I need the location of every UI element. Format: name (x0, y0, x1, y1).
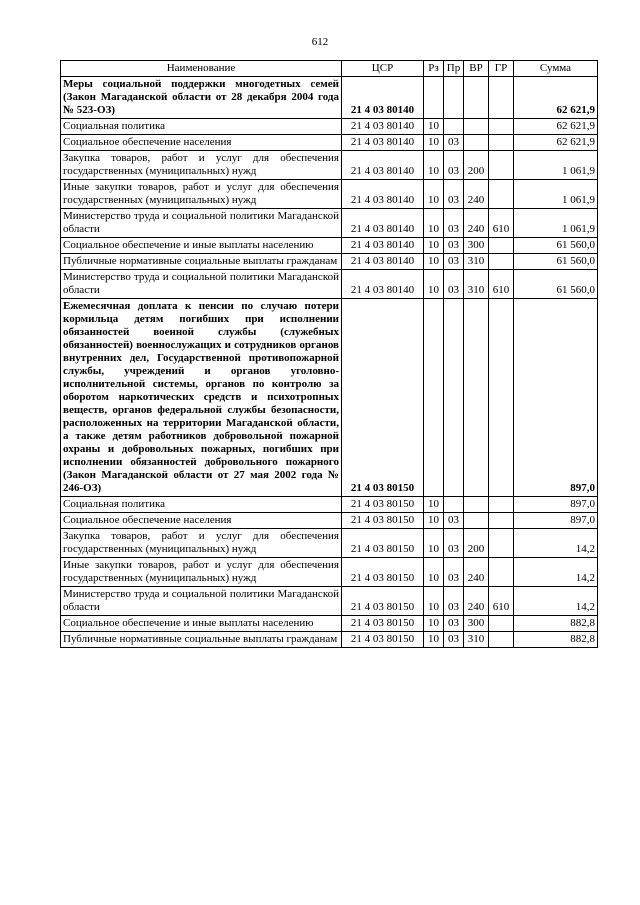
cell-vr: 300 (464, 238, 489, 254)
cell-vr: 200 (464, 529, 489, 558)
cell-csr: 21 4 03 80140 (342, 209, 424, 238)
cell-vr (464, 497, 489, 513)
table-row (61, 270, 598, 299)
table-row (61, 254, 598, 270)
cell-name: Социальное обеспечение и иные выплаты населению (61, 238, 342, 254)
cell-rz: 10 (424, 558, 444, 587)
cell-gr (489, 632, 514, 648)
cell-rz: 10 (424, 270, 444, 299)
table-row (61, 209, 598, 238)
cell-rz: 10 (424, 616, 444, 632)
cell-sum: 14,2 (514, 529, 598, 558)
cell-vr: 240 (464, 587, 489, 616)
cell-gr (489, 238, 514, 254)
cell-rz: 10 (424, 632, 444, 648)
cell-gr: 610 (489, 270, 514, 299)
cell-name: Закупка товаров, работ и услуг для обеспечения государственных (муниципальных) нужд (61, 529, 342, 558)
cell-sum: 61 560,0 (514, 238, 598, 254)
table-row (61, 151, 598, 180)
table-header-row (61, 61, 598, 77)
cell-vr: 310 (464, 632, 489, 648)
cell-sum: 62 621,9 (514, 119, 598, 135)
header-csr: ЦСР (342, 61, 424, 77)
cell-csr: 21 4 03 80140 (342, 270, 424, 299)
cell-sum: 61 560,0 (514, 254, 598, 270)
cell-vr: 240 (464, 209, 489, 238)
cell-pr: 03 (444, 558, 464, 587)
cell-sum: 1 061,9 (514, 180, 598, 209)
cell-name: Публичные нормативные социальные выплаты гражданам (61, 254, 342, 270)
cell-name: Публичные нормативные социальные выплаты гражданам (61, 632, 342, 648)
cell-rz: 10 (424, 135, 444, 151)
cell-pr: 03 (444, 209, 464, 238)
cell-vr: 240 (464, 558, 489, 587)
cell-sum: 14,2 (514, 558, 598, 587)
header-vr: ВР (464, 61, 489, 77)
table-row (61, 616, 598, 632)
header-rz: Рз (424, 61, 444, 77)
cell-csr: 21 4 03 80140 (342, 238, 424, 254)
cell-csr: 21 4 03 80150 (342, 513, 424, 529)
cell-rz: 10 (424, 529, 444, 558)
cell-csr: 21 4 03 80140 (342, 180, 424, 209)
cell-sum: 62 621,9 (514, 77, 598, 119)
cell-name: Иные закупки товаров, работ и услуг для обеспечения государственных (муниципальных) нужд (61, 180, 342, 209)
cell-pr: 03 (444, 632, 464, 648)
cell-pr: 03 (444, 254, 464, 270)
cell-name: Иные закупки товаров, работ и услуг для обеспечения государственных (муниципальных) нужд (61, 558, 342, 587)
cell-sum: 897,0 (514, 497, 598, 513)
cell-gr: 610 (489, 587, 514, 616)
cell-name: Социальная политика (61, 119, 342, 135)
cell-gr (489, 616, 514, 632)
header-gr: ГР (489, 61, 514, 77)
cell-csr: 21 4 03 80150 (342, 632, 424, 648)
cell-csr: 21 4 03 80150 (342, 299, 424, 497)
table-row (61, 497, 598, 513)
cell-pr: 03 (444, 587, 464, 616)
cell-csr: 21 4 03 80150 (342, 558, 424, 587)
cell-vr: 310 (464, 254, 489, 270)
cell-vr (464, 77, 489, 119)
cell-pr: 03 (444, 270, 464, 299)
cell-sum: 1 061,9 (514, 151, 598, 180)
cell-rz: 10 (424, 151, 444, 180)
cell-name: Министерство труда и социальной политики Магаданской области (61, 270, 342, 299)
header-sum: Сумма (514, 61, 598, 77)
cell-pr: 03 (444, 513, 464, 529)
cell-name: Министерство труда и социальной политики Магаданской области (61, 209, 342, 238)
table-row (61, 238, 598, 254)
cell-csr: 21 4 03 80140 (342, 254, 424, 270)
cell-pr: 03 (444, 151, 464, 180)
cell-sum: 897,0 (514, 513, 598, 529)
cell-vr: 240 (464, 180, 489, 209)
cell-gr (489, 254, 514, 270)
header-pr: Пр (444, 61, 464, 77)
cell-pr: 03 (444, 529, 464, 558)
cell-csr: 21 4 03 80150 (342, 497, 424, 513)
table-row (61, 513, 598, 529)
cell-name: Социальная политика (61, 497, 342, 513)
cell-gr (489, 119, 514, 135)
cell-gr (489, 558, 514, 587)
table-row (61, 529, 598, 558)
cell-pr: 03 (444, 238, 464, 254)
cell-vr: 310 (464, 270, 489, 299)
cell-vr (464, 513, 489, 529)
header-name: Наименование (61, 61, 342, 77)
cell-rz: 10 (424, 497, 444, 513)
cell-pr (444, 299, 464, 497)
cell-rz: 10 (424, 254, 444, 270)
cell-vr (464, 119, 489, 135)
cell-sum: 882,8 (514, 632, 598, 648)
cell-rz: 10 (424, 119, 444, 135)
cell-name: Закупка товаров, работ и услуг для обеспечения государственных (муниципальных) нужд (61, 151, 342, 180)
cell-rz (424, 299, 444, 497)
cell-rz: 10 (424, 238, 444, 254)
table-body (61, 77, 598, 648)
cell-gr (489, 497, 514, 513)
cell-pr (444, 77, 464, 119)
cell-vr: 300 (464, 616, 489, 632)
cell-rz: 10 (424, 180, 444, 209)
cell-pr (444, 119, 464, 135)
cell-sum: 61 560,0 (514, 270, 598, 299)
cell-gr (489, 151, 514, 180)
cell-name: Министерство труда и социальной политики Магаданской области (61, 587, 342, 616)
cell-rz (424, 77, 444, 119)
cell-gr (489, 529, 514, 558)
cell-csr: 21 4 03 80140 (342, 135, 424, 151)
cell-vr: 200 (464, 151, 489, 180)
table-row (61, 180, 598, 209)
cell-pr (444, 497, 464, 513)
cell-gr (489, 135, 514, 151)
cell-rz: 10 (424, 513, 444, 529)
cell-csr: 21 4 03 80140 (342, 77, 424, 119)
cell-csr: 21 4 03 80150 (342, 616, 424, 632)
cell-csr: 21 4 03 80140 (342, 151, 424, 180)
page-number: 612 (311, 36, 329, 48)
cell-sum: 1 061,9 (514, 209, 598, 238)
cell-vr (464, 135, 489, 151)
cell-rz: 10 (424, 209, 444, 238)
table-row (61, 299, 598, 497)
cell-name: Социальное обеспечение населения (61, 513, 342, 529)
cell-rz: 10 (424, 587, 444, 616)
cell-pr: 03 (444, 180, 464, 209)
cell-sum: 14,2 (514, 587, 598, 616)
cell-csr: 21 4 03 80140 (342, 119, 424, 135)
cell-sum: 882,8 (514, 616, 598, 632)
cell-pr: 03 (444, 616, 464, 632)
cell-gr (489, 299, 514, 497)
cell-sum: 897,0 (514, 299, 598, 497)
cell-gr (489, 180, 514, 209)
table-row (61, 77, 598, 119)
table-row (61, 632, 598, 648)
table-row (61, 119, 598, 135)
cell-gr: 610 (489, 209, 514, 238)
table-row (61, 135, 598, 151)
cell-sum: 62 621,9 (514, 135, 598, 151)
cell-name: Социальное обеспечение населения (61, 135, 342, 151)
cell-name: Меры социальной поддержки многодетных семей (Закон Магаданской области от 28 декабря 2004 года № 523-ОЗ) (61, 77, 342, 119)
budget-table (60, 60, 598, 648)
cell-csr: 21 4 03 80150 (342, 587, 424, 616)
cell-pr: 03 (444, 135, 464, 151)
table-row (61, 587, 598, 616)
table-row (61, 558, 598, 587)
cell-gr (489, 513, 514, 529)
cell-csr: 21 4 03 80150 (342, 529, 424, 558)
cell-vr (464, 299, 489, 497)
cell-gr (489, 77, 514, 119)
cell-name: Социальное обеспечение и иные выплаты населению (61, 616, 342, 632)
cell-name: Ежемесячная доплата к пенсии по случаю потери кормильца детям погибших при исполнении обязанностей военной службы (служебных обязанностей) военнослужащих и сотрудников органов внутренних дел, Государственной противопожарной службы, учреждений и органов уголовно-исполнительной системы, органов по контролю за оборотом наркотических средств и психотропных веществ, органов федеральной службы безопасности, расположенных на территории Магаданской области, а также детям работников добровольной пожарной охраны и добровольных пожарных, погибших при исполнении обязанностей добровольного пожарного (Закон Магаданской области от 27 мая 2002 года № 246-ОЗ) (61, 299, 342, 497)
